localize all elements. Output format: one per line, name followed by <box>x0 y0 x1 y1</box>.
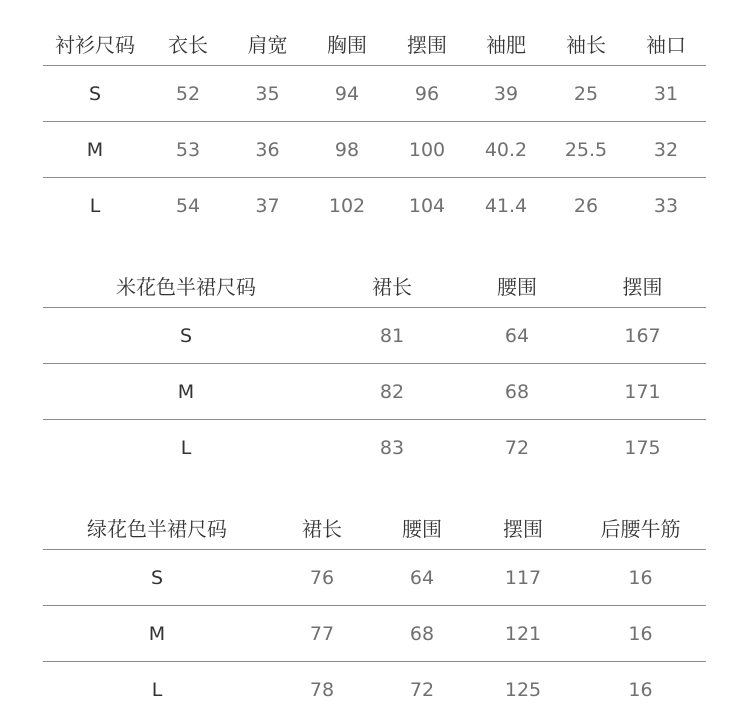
table-cell: 171 <box>624 380 661 403</box>
size-cell: L <box>89 194 101 217</box>
table-cell: 100 <box>408 138 446 161</box>
shirt-size-table <box>43 21 706 233</box>
table-header <box>43 505 706 550</box>
header-cell: 肩宽 <box>247 32 288 57</box>
table-cell: 68 <box>504 380 530 403</box>
table-cell: 72 <box>504 436 530 459</box>
table-cell: 96 <box>414 82 440 105</box>
header-cell: 腰围 <box>402 516 442 541</box>
table-row <box>43 178 706 233</box>
size-cell: S <box>179 324 193 347</box>
header-cell: 后腰牛筋 <box>600 516 681 541</box>
table-cell: 31 <box>653 82 679 105</box>
table-cell: 102 <box>328 194 366 217</box>
table-cell: 35 <box>255 82 280 105</box>
table-cell: 82 <box>379 380 405 403</box>
header-cell: 米花色半裙尺码 <box>116 274 256 299</box>
table-cell: 117 <box>504 566 542 589</box>
table-row <box>43 66 706 122</box>
header-cell: 袖肥 <box>486 32 526 57</box>
table-cell: 78 <box>309 678 335 701</box>
table-cell: 40.2 <box>484 138 528 161</box>
header-cell: 摆围 <box>503 516 543 541</box>
header-cell: 裙长 <box>302 516 342 541</box>
size-cell: M <box>86 138 104 161</box>
table-cell: 64 <box>504 324 530 347</box>
header-cell: 衬衫尺码 <box>55 32 135 57</box>
table-cell: 77 <box>309 622 335 645</box>
header-cell: 摆围 <box>622 274 663 299</box>
table-cell: 104 <box>408 194 446 217</box>
table-header <box>43 21 706 66</box>
size-cell: M <box>148 622 166 645</box>
table-cell: 16 <box>628 678 653 701</box>
table-cell: 52 <box>175 82 201 105</box>
table-cell: 121 <box>504 622 542 645</box>
table-cell: 94 <box>334 82 360 105</box>
table-cell: 37 <box>255 194 280 217</box>
table-cell: 72 <box>409 678 435 701</box>
green-skirt-size-table <box>43 505 706 717</box>
size-cell: L <box>151 678 163 701</box>
table-cell: 36 <box>255 138 280 161</box>
table-row <box>43 308 706 364</box>
header-cell: 裙长 <box>372 274 412 299</box>
table-cell: 32 <box>653 138 679 161</box>
size-cell: S <box>88 82 102 105</box>
table-row <box>43 606 706 662</box>
table-cell: 167 <box>624 324 661 347</box>
size-cell: M <box>177 380 195 403</box>
table-row <box>43 420 706 475</box>
table-row <box>43 550 706 606</box>
table-cell: 175 <box>624 436 661 459</box>
table-cell: 83 <box>379 436 405 459</box>
table-cell: 53 <box>175 138 201 161</box>
table-header <box>43 263 706 308</box>
size-cell: S <box>150 566 164 589</box>
table-cell: 64 <box>409 566 435 589</box>
table-cell: 26 <box>573 194 599 217</box>
header-cell: 衣长 <box>168 32 208 57</box>
table-cell: 41.4 <box>484 194 528 217</box>
size-cell: L <box>180 436 192 459</box>
beige-skirt-size-table <box>43 263 706 475</box>
table-row <box>43 122 706 178</box>
table-cell: 16 <box>628 566 653 589</box>
table-row <box>43 364 706 420</box>
table-cell: 33 <box>653 194 679 217</box>
header-cell: 袖长 <box>566 32 606 57</box>
header-cell: 袖口 <box>646 32 686 57</box>
table-cell: 16 <box>628 622 653 645</box>
table-row <box>43 662 706 717</box>
table-cell: 76 <box>309 566 335 589</box>
table-cell: 68 <box>409 622 435 645</box>
table-cell: 81 <box>379 324 405 347</box>
table-cell: 25 <box>573 82 599 105</box>
table-cell: 125 <box>504 678 542 701</box>
header-cell: 摆围 <box>407 32 447 57</box>
table-cell: 54 <box>175 194 201 217</box>
table-cell: 39 <box>493 82 519 105</box>
table-cell: 25.5 <box>564 138 608 161</box>
header-cell: 胸围 <box>327 32 367 57</box>
header-cell: 绿花色半裙尺码 <box>87 516 227 541</box>
table-cell: 98 <box>334 138 360 161</box>
header-cell: 腰围 <box>497 274 537 299</box>
